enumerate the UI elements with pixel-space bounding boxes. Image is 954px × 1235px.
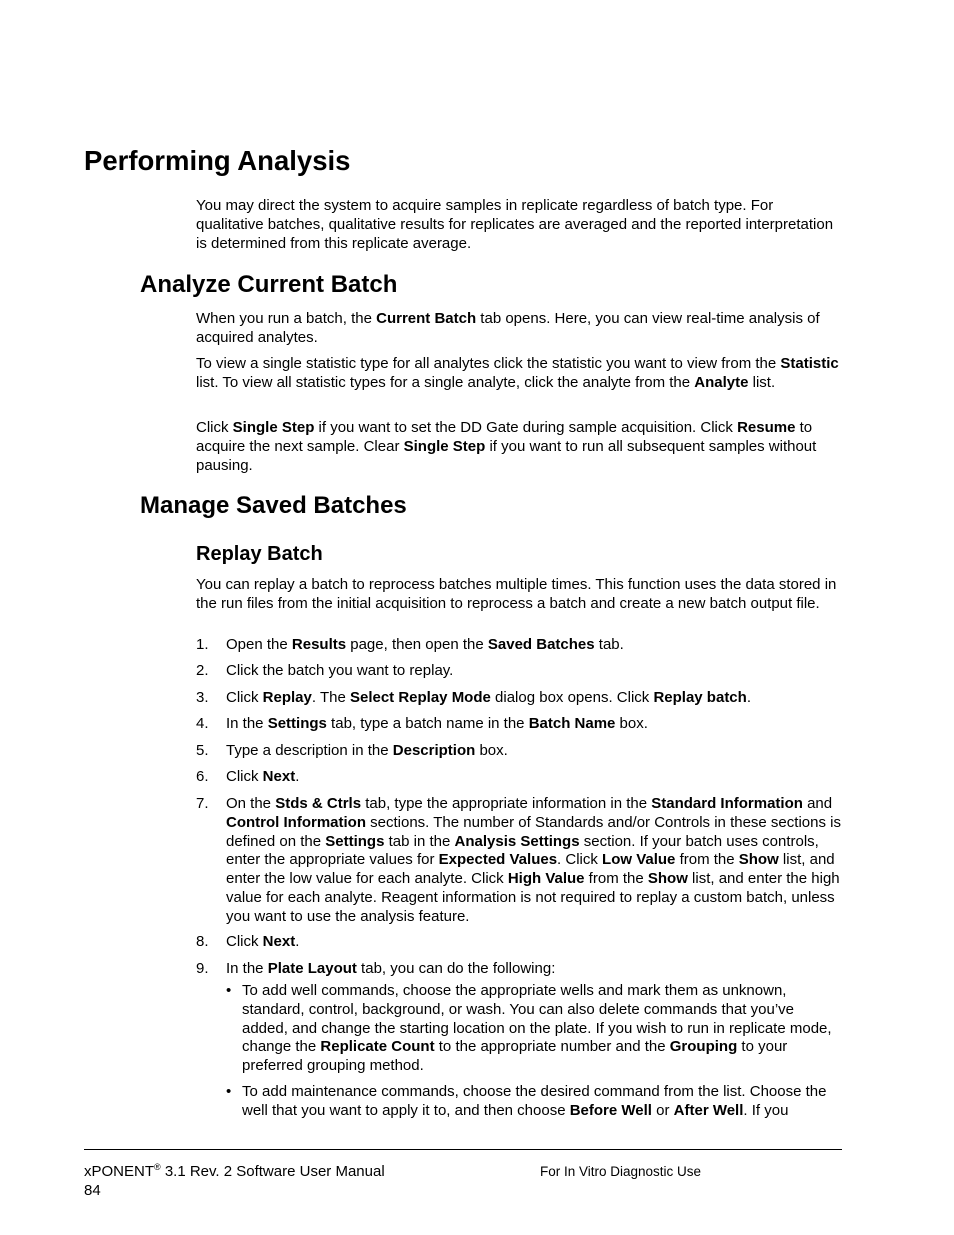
text-run: list, and enter the low value for each analyte. Click bbox=[226, 851, 835, 888]
footer-ivd-notice: For In Vitro Diagnostic Use bbox=[540, 1164, 702, 1179]
analyze-paragraph-2: To view a single statistic type for all analytes click the statistic you want to view from the Statistic list. To view all statistic types for a single analyte, click the analyte from the Analyte list. bbox=[196, 355, 839, 391]
analyze-paragraph-3: Click Single Step if you want to set the DD Gate during sample acquisition. Click Resume to acquire the next sample. Clear Single Step if you want to run all subsequent samples without pausing. bbox=[196, 419, 817, 474]
step-item bbox=[196, 933, 844, 952]
text-run: . bbox=[746, 689, 751, 706]
step-text bbox=[226, 636, 844, 655]
ui-term: Expected Values bbox=[438, 851, 558, 869]
text-run: tab, type the appropriate information in the bbox=[361, 795, 652, 812]
text-run: or bbox=[651, 1101, 674, 1119]
footer-divider bbox=[84, 1149, 842, 1150]
text-run: tab. bbox=[594, 636, 624, 653]
text-run: Open the bbox=[226, 636, 292, 653]
replay-intro-paragraph: You can replay a batch to reprocess batches multiple times. This function uses the data stored in the run files from the initial acquisition to reprocess a batch and create a new batch output file. bbox=[196, 576, 837, 612]
intro-paragraph: You may direct the system to acquire samples in replicate regardless of batch type. For qualitative batches, qualitative results for replicates are averaged and the reported interpretation is determined from this replicate average. bbox=[196, 197, 834, 252]
step-text bbox=[226, 768, 844, 787]
text-run: . If you bbox=[743, 1101, 789, 1119]
text-run: On the bbox=[226, 795, 276, 812]
text-run: Click the batch you want to replay. bbox=[226, 662, 454, 679]
text-run: sections. The number of Standards and/or Controls in these sections is defined on the bbox=[226, 813, 841, 850]
text-run: . bbox=[295, 768, 300, 785]
step-number: 6. bbox=[196, 768, 209, 785]
step-item bbox=[196, 742, 844, 761]
step-text bbox=[226, 742, 844, 761]
step-number: 8. bbox=[196, 933, 209, 950]
text-run: from the bbox=[584, 870, 648, 888]
step-number: 2. bbox=[196, 662, 209, 679]
ui-term: Next bbox=[262, 768, 296, 785]
text-run: and bbox=[802, 795, 833, 812]
bullet-text bbox=[242, 982, 844, 1076]
ui-term: Replicate Count bbox=[320, 1038, 435, 1056]
text-run: To add maintenance commands, choose the desired command from the list. Choose the well that you want to apply it to, and then choose bbox=[242, 1083, 827, 1119]
ui-term: Settings bbox=[325, 832, 385, 850]
ui-term: Batch Name bbox=[528, 715, 616, 732]
text-run: Click bbox=[226, 933, 263, 950]
bullet-text bbox=[242, 1083, 844, 1121]
ui-term: Plate Layout bbox=[267, 960, 357, 977]
text-run: . Click bbox=[557, 851, 603, 869]
ui-term: Show bbox=[647, 870, 688, 888]
ui-term: Analysis Settings bbox=[454, 832, 580, 850]
text-run: tab, type a batch name in the bbox=[326, 715, 529, 732]
ui-term: Replay bbox=[262, 689, 312, 706]
ui-term: High Value bbox=[507, 870, 585, 888]
text-run: box. bbox=[615, 715, 648, 732]
step-item bbox=[196, 715, 844, 734]
ui-term: Stds & Ctrls bbox=[275, 795, 362, 812]
ui-term: Replay batch bbox=[653, 689, 747, 706]
footer-manual-title: xPONENT® 3.1 Rev. 2 Software User Manual bbox=[84, 1162, 385, 1180]
footer-page-number: 84 bbox=[84, 1182, 101, 1199]
ui-term: Results bbox=[291, 636, 347, 653]
page-title: Performing Analysis bbox=[84, 145, 351, 176]
text-run: page, then open the bbox=[346, 636, 488, 653]
analyze-paragraph-1: When you run a batch, the Current Batch tab opens. Here, you can view real-time analysis of acquired analytes. bbox=[196, 310, 820, 346]
text-run: Click bbox=[226, 689, 263, 706]
bullet-item bbox=[226, 982, 844, 1076]
step-number: 4. bbox=[196, 715, 209, 732]
ui-term: Grouping bbox=[669, 1038, 738, 1056]
text-run: dialog box opens. Click bbox=[490, 689, 654, 706]
ui-term: Control Information bbox=[226, 813, 366, 831]
text-run: tab in the bbox=[384, 832, 455, 850]
step-number: 1. bbox=[196, 636, 209, 653]
step-item bbox=[196, 768, 844, 787]
ui-term: Select Replay Mode bbox=[349, 689, 491, 706]
text-run: list, and enter the high value for each analyte. Reagent information is not required to replay a custom batch, unless you want to use the analysis feature. bbox=[226, 870, 840, 925]
text-run: Click bbox=[226, 768, 263, 785]
ui-term: Next bbox=[262, 933, 296, 950]
step-number: 9. bbox=[196, 960, 209, 977]
ui-term: Show bbox=[738, 851, 779, 869]
step-text bbox=[226, 715, 844, 734]
text-run: tab, you can do the following: bbox=[356, 960, 556, 977]
bullet-icon: • bbox=[226, 1083, 232, 1100]
step-item bbox=[196, 662, 844, 681]
text-run: Type a description in the bbox=[226, 742, 393, 759]
step-number: 3. bbox=[196, 689, 209, 706]
bullet-icon: • bbox=[226, 982, 232, 999]
text-run: . bbox=[295, 933, 300, 950]
text-run: to the appropriate number and the bbox=[434, 1038, 670, 1056]
step-text bbox=[226, 662, 844, 681]
ui-term: Description bbox=[392, 742, 476, 759]
text-run: box. bbox=[475, 742, 508, 759]
bullet-item bbox=[226, 1083, 844, 1121]
step-text bbox=[226, 933, 844, 952]
text-run: . The bbox=[311, 689, 350, 706]
ui-term: Low Value bbox=[602, 851, 676, 869]
text-run: In the bbox=[226, 715, 268, 732]
step-item bbox=[196, 636, 844, 655]
ui-term: Standard Information bbox=[651, 795, 803, 812]
text-run: to your preferred grouping method. bbox=[242, 1038, 788, 1075]
step-text bbox=[226, 795, 844, 927]
text-run: In the bbox=[226, 960, 268, 977]
step-item bbox=[196, 689, 844, 708]
ui-term: After Well bbox=[673, 1101, 744, 1119]
step-item bbox=[196, 960, 844, 979]
text-run: To add well commands, choose the appropriate wells and mark them as unknown, standard, control, background, or wash. You can also delete commands that you’ve added, and change the starting location on the plate. If you wish to run in replicate mode, change the bbox=[242, 982, 832, 1056]
ui-term: Before Well bbox=[569, 1101, 652, 1119]
replay-batch-heading: Replay Batch bbox=[196, 543, 323, 565]
step-text bbox=[226, 960, 844, 979]
manage-saved-batches-heading: Manage Saved Batches bbox=[140, 492, 407, 519]
step-text bbox=[226, 689, 844, 708]
ui-term: Saved Batches bbox=[487, 636, 595, 653]
step-item bbox=[196, 795, 844, 927]
text-run: from the bbox=[675, 851, 739, 869]
step-number: 7. bbox=[196, 795, 209, 812]
analyze-current-batch-heading: Analyze Current Batch bbox=[140, 271, 398, 298]
ui-term: Settings bbox=[267, 715, 327, 732]
step-number: 5. bbox=[196, 742, 209, 759]
text-run: section. If your batch uses controls, enter the appropriate values for bbox=[226, 832, 819, 869]
